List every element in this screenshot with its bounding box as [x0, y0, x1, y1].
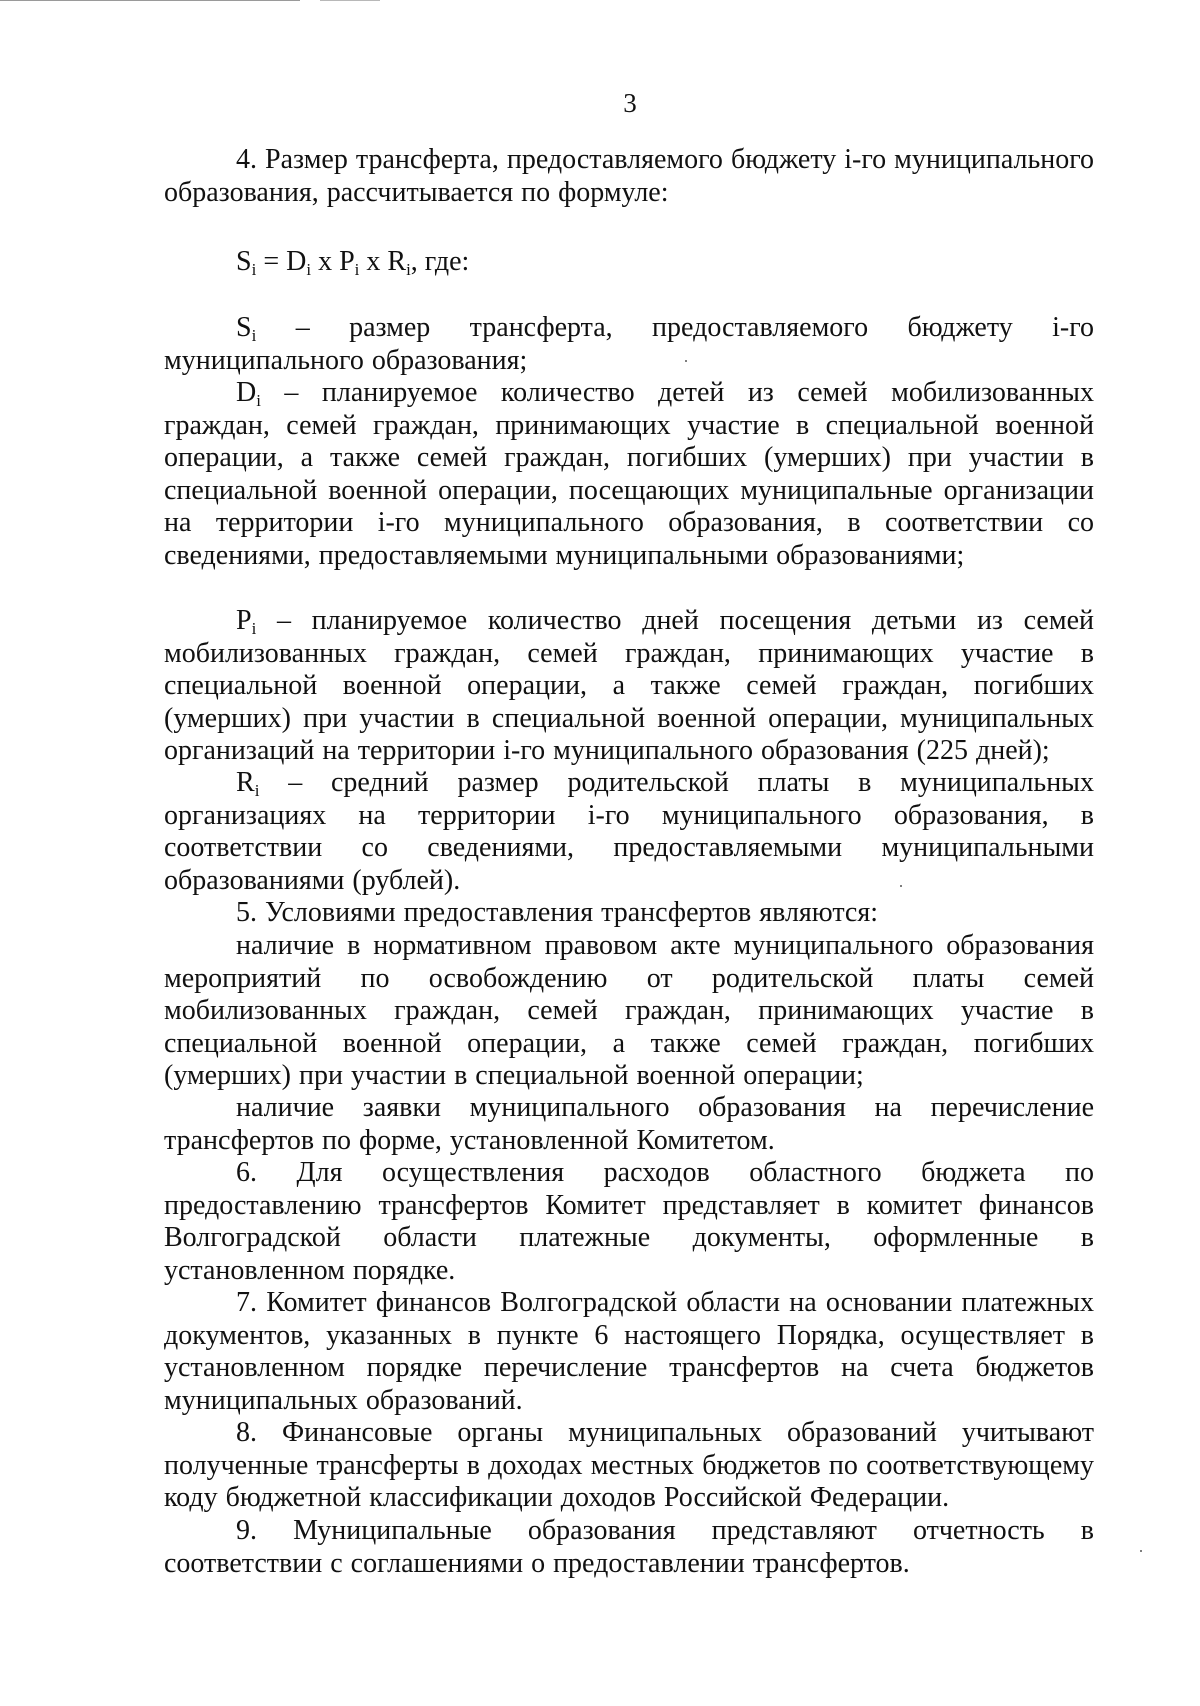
paragraph-4: 4. Размер трансферта, предоставляемого бюджету i-го муниципального образования, рассчитывается по формуле:	[164, 144, 1094, 208]
paragraph-5-condition-2: наличие заявки муниципального образования на перечисление трансфертов по форме, установленной Комитетом.	[164, 1092, 1094, 1156]
scan-edge-line	[320, 0, 380, 1]
definition-s: $S_i$ – размер трансферта, предоставляемого бюджету i-го муниципального образования;	[164, 312, 1094, 376]
definition-r: $R_i$ – средний размер родительской платы в муниципальных организациях на территории i-го муниципального образования, в соответствии со сведениями, предоставляемыми муниципальными образованиями (рублей).	[164, 767, 1094, 896]
scan-speck	[900, 885, 902, 887]
paragraph-9: 9. Муниципальные образования представляют отчетность в соответствии с соглашениями о предоставлении трансфертов.	[164, 1515, 1094, 1579]
paragraph-5: 5. Условиями предоставления трансфертов являются:	[236, 897, 879, 928]
paragraph-6: 6. Для осуществления расходов областного бюджета по предоставлению трансфертов Комитет представляет в комитет финансов Волгоградской области платежные документы, оформленные в установленном порядке.	[164, 1157, 1094, 1286]
definition-p: $P_i$ – планируемое количество дней посещения детьми из семей мобилизованных граждан, семей граждан, принимающих участие в специальной военной операции, а также семей граждан, погибших (умерших) при участии в специальной военной операции, муниципальных организаций на территории i-го муниципального образования (225 дней);	[164, 605, 1094, 766]
scan-edge-line	[0, 0, 300, 1]
formula: $S_i = D_i$ x $P_i$ x $R_i$, где:	[236, 246, 470, 279]
definition-d: $D_i$ – планируемое количество детей из семей мобилизованных граждан, семей граждан, принимающих участие в специальной военной операции, а также семей граждан, погибших (умерших) при участии в специальной военной операции, посещающих муниципальные организации на территории i-го муниципального образования, в соответствии со сведениями, предоставляемыми муниципальными образованиями;	[164, 377, 1094, 571]
paragraph-5-condition-1: наличие в нормативном правовом акте муниципального образования мероприятий по освобождению от родительской платы семей мобилизованных граждан, семей граждан, принимающих участие в специальной военной операции, а также семей граждан, погибших (умерших) при участии в специальной военной операции;	[164, 930, 1094, 1091]
page-number: 3	[623, 88, 637, 118]
paragraph-7: 7. Комитет финансов Волгоградской области на основании платежных документов, указанных в пункте 6 настоящего Порядка, осуществляет в установленном порядке перечисление трансфертов на счета бюджетов муниципальных образований.	[164, 1287, 1094, 1416]
scan-speck	[685, 360, 687, 362]
scan-speck	[1140, 1550, 1142, 1552]
paragraph-8: 8. Финансовые органы муниципальных образований учитывают полученные трансферты в доходах местных бюджетов по соответствующему коду бюджетной классификации доходов Российской Федерации.	[164, 1417, 1094, 1513]
